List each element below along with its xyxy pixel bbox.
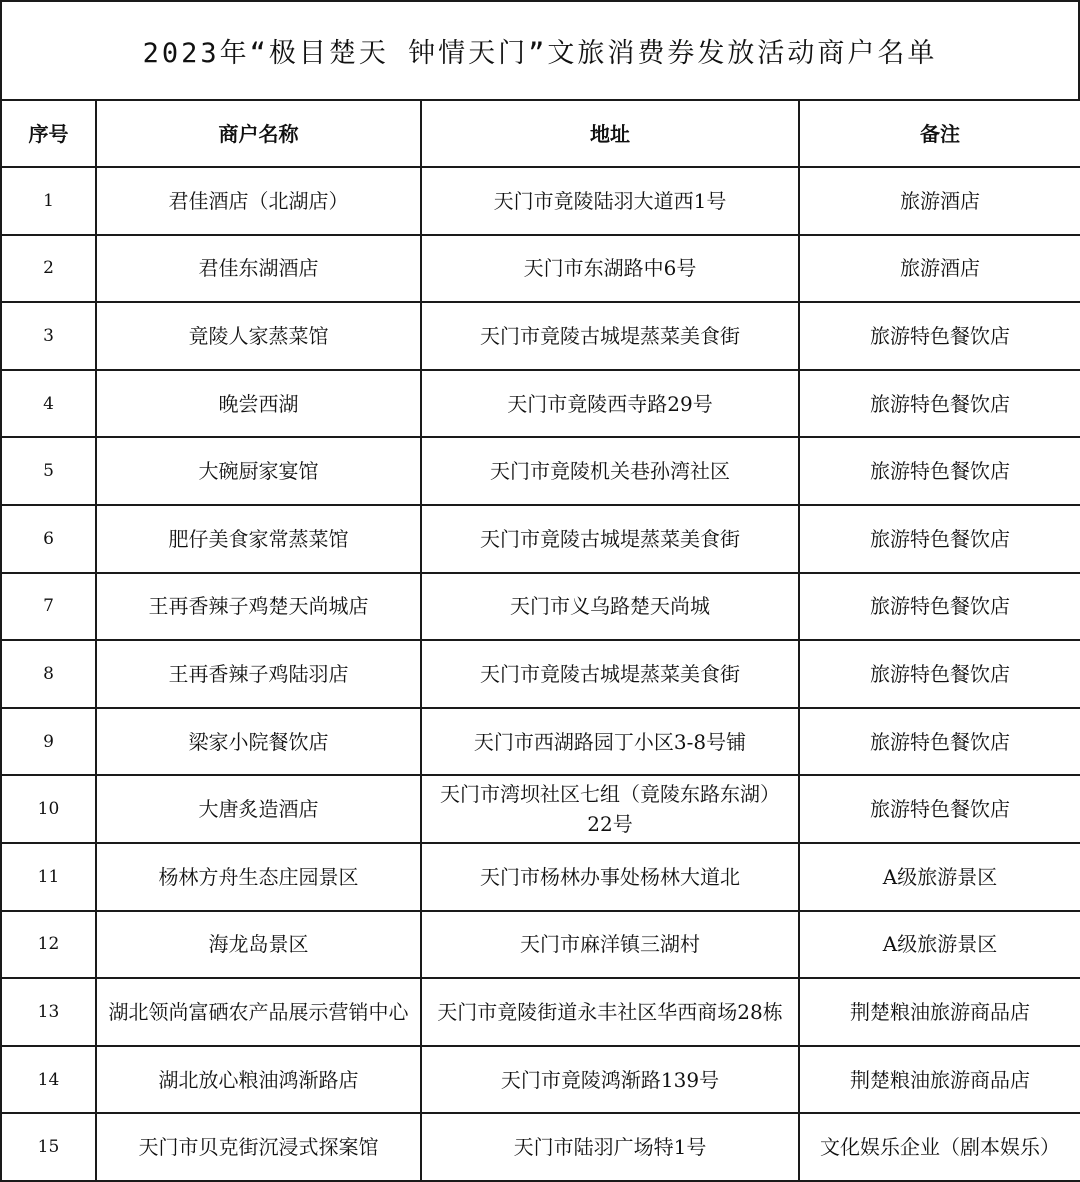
table-header-row (1, 100, 1080, 167)
merchant-address: 天门市西湖路园丁小区3-8号铺 (421, 708, 799, 776)
row-number: 1 (1, 167, 96, 235)
merchant-address: 天门市竟陵陆羽大道西1号 (421, 167, 799, 235)
header-no: 序号 (1, 100, 96, 167)
table-row (1, 370, 1080, 438)
table-row (1, 573, 1080, 641)
merchant-name: 晚尝西湖 (96, 370, 421, 438)
merchant-name: 大碗厨家宴馆 (96, 437, 421, 505)
merchant-table (0, 99, 1080, 1182)
merchant-name: 肥仔美食家常蒸菜馆 (96, 505, 421, 573)
merchant-note: 荆楚粮油旅游商品店 (799, 1046, 1080, 1114)
merchant-name: 天门市贝克街沉浸式探案馆 (96, 1113, 421, 1181)
table-row (1, 505, 1080, 573)
merchant-note: 旅游特色餐饮店 (799, 640, 1080, 708)
header-name: 商户名称 (96, 100, 421, 167)
merchant-note: 旅游酒店 (799, 167, 1080, 235)
row-number: 10 (1, 775, 96, 843)
table-row (1, 640, 1080, 708)
row-number: 8 (1, 640, 96, 708)
row-number: 13 (1, 978, 96, 1046)
merchant-name: 杨林方舟生态庄园景区 (96, 843, 421, 911)
row-number: 5 (1, 437, 96, 505)
merchant-name: 竟陵人家蒸菜馆 (96, 302, 421, 370)
merchant-address: 天门市湾坝社区七组（竟陵东路东湖）22号 (421, 775, 799, 843)
merchant-address: 天门市竟陵街道永丰社区华西商场28栋 (421, 978, 799, 1046)
merchant-address: 天门市陆羽广场特1号 (421, 1113, 799, 1181)
table-row (1, 843, 1080, 911)
merchant-note: A级旅游景区 (799, 911, 1080, 979)
merchant-note: 荆楚粮油旅游商品店 (799, 978, 1080, 1046)
row-number: 4 (1, 370, 96, 438)
merchant-note: 旅游特色餐饮店 (799, 437, 1080, 505)
document-title: 2023年“极目楚天 钟情天门”文旅消费券发放活动商户名单 (0, 0, 1080, 99)
merchant-name: 海龙岛景区 (96, 911, 421, 979)
merchant-address: 天门市东湖路中6号 (421, 235, 799, 303)
merchant-address: 天门市义乌路楚天尚城 (421, 573, 799, 641)
table-row (1, 775, 1080, 843)
merchant-name: 大唐炙造酒店 (96, 775, 421, 843)
merchant-note: 旅游特色餐饮店 (799, 505, 1080, 573)
row-number: 9 (1, 708, 96, 776)
merchant-name: 王再香辣子鸡陆羽店 (96, 640, 421, 708)
merchant-address: 天门市竟陵西寺路29号 (421, 370, 799, 438)
merchant-note: 旅游特色餐饮店 (799, 302, 1080, 370)
table-row (1, 1046, 1080, 1114)
merchant-name: 湖北领尚富硒农产品展示营销中心 (96, 978, 421, 1046)
table-row (1, 708, 1080, 776)
header-address: 地址 (421, 100, 799, 167)
row-number: 12 (1, 911, 96, 979)
merchant-address: 天门市麻洋镇三湖村 (421, 911, 799, 979)
merchant-note: 文化娱乐企业（剧本娱乐） (799, 1113, 1080, 1181)
merchant-name: 君佳酒店（北湖店） (96, 167, 421, 235)
merchant-note: 旅游特色餐饮店 (799, 573, 1080, 641)
table-row (1, 437, 1080, 505)
row-number: 7 (1, 573, 96, 641)
merchant-note: 旅游酒店 (799, 235, 1080, 303)
merchant-note: A级旅游景区 (799, 843, 1080, 911)
merchant-address: 天门市竟陵古城堤蒸菜美食街 (421, 505, 799, 573)
merchant-name: 梁家小院餐饮店 (96, 708, 421, 776)
row-number: 11 (1, 843, 96, 911)
table-row (1, 235, 1080, 303)
merchant-address: 天门市竟陵古城堤蒸菜美食街 (421, 302, 799, 370)
row-number: 15 (1, 1113, 96, 1181)
row-number: 14 (1, 1046, 96, 1114)
merchant-note: 旅游特色餐饮店 (799, 708, 1080, 776)
merchant-address: 天门市竟陵古城堤蒸菜美食街 (421, 640, 799, 708)
merchant-name: 湖北放心粮油鸿渐路店 (96, 1046, 421, 1114)
table-row (1, 1113, 1080, 1181)
merchant-note: 旅游特色餐饮店 (799, 775, 1080, 843)
merchant-name: 王再香辣子鸡楚天尚城店 (96, 573, 421, 641)
table-row (1, 978, 1080, 1046)
table-row (1, 302, 1080, 370)
merchant-note: 旅游特色餐饮店 (799, 370, 1080, 438)
table-row (1, 167, 1080, 235)
merchant-name: 君佳东湖酒店 (96, 235, 421, 303)
merchant-address: 天门市竟陵鸿渐路139号 (421, 1046, 799, 1114)
row-number: 3 (1, 302, 96, 370)
row-number: 2 (1, 235, 96, 303)
table-row (1, 911, 1080, 979)
row-number: 6 (1, 505, 96, 573)
merchant-address: 天门市竟陵机关巷孙湾社区 (421, 437, 799, 505)
merchant-address: 天门市杨林办事处杨林大道北 (421, 843, 799, 911)
header-note: 备注 (799, 100, 1080, 167)
